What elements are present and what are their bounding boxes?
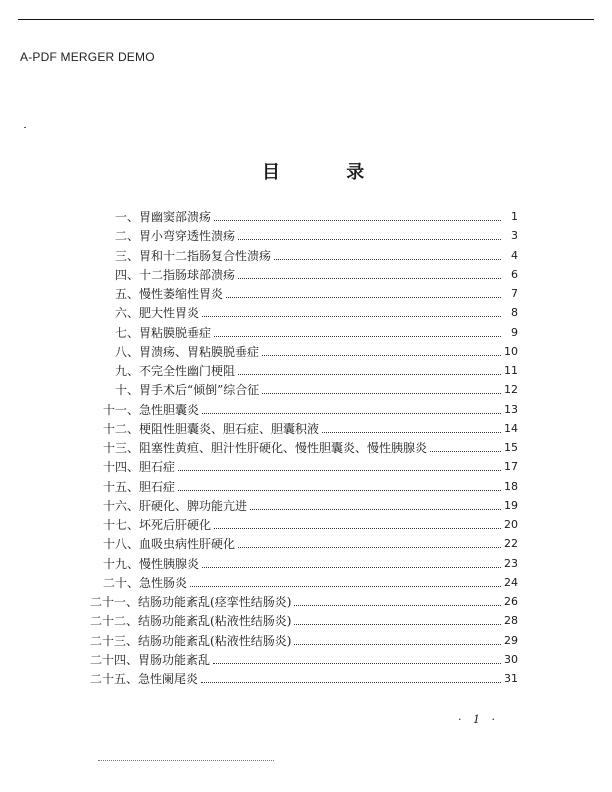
toc-entry-title: 胃肠功能紊乱 [138,652,211,667]
toc-entry [90,628,518,648]
toc-entry-page: 12 [504,383,518,397]
toc-entry [115,377,518,397]
toc-entry-page: 4 [511,248,518,262]
page-number: · 1 · [458,713,499,726]
toc-entry-title: 梗阻性胆囊炎、胆石症、胆囊积液 [139,421,320,436]
toc-entry-page: 22 [504,537,518,551]
toc-entry-page: 3 [511,229,518,243]
toc-leader-dots [238,278,501,279]
toc-leader-dots [294,644,501,645]
toc-entry-title: 急性胆囊炎 [139,402,200,417]
toc-entry-title: 胃和十二指肠复合性溃疡 [139,248,272,263]
toc-entry [103,512,518,532]
page-title: 目 录 [262,162,395,183]
toc-entry-number: 五、 [115,287,140,301]
toc-leader-dots [274,259,501,260]
toc-entry-number: 十四、 [103,460,140,475]
toc-entry-page: 10 [504,344,518,358]
toc-entry-title: 血吸虫病性肝硬化 [139,537,236,552]
toc-entry [103,551,518,571]
toc-leader-dots [178,470,501,471]
toc-entry [103,435,518,455]
toc-entry-number: 十八、 [103,537,140,552]
toc-entry-number: 十六、 [103,498,140,513]
toc-leader-dots [178,490,501,491]
toc-entry-page: 7 [511,287,518,300]
toc-entry-number: 二十二、 [90,614,139,629]
toc-entry-page: 29 [504,633,518,647]
toc-entry [115,262,518,282]
toc-entry-page: 30 [504,652,518,666]
toc-entry-title: 胃粘膜脱垂症 [139,325,212,340]
toc-entry-title: 胃溃疡、胃粘膜脱垂症 [139,344,260,359]
toc-entry-title: 胃手术后“倾倒”综合征 [139,383,260,398]
toc-entry-title: 胃幽窦部溃疡 [139,210,212,224]
toc-entry-page: 1 [511,210,518,223]
toc-entry-page: 13 [504,402,518,416]
toc-entry-page: 26 [504,595,518,608]
toc-leader-dots [430,451,501,452]
toc-entry-page: 9 [511,325,518,339]
toc-entry-number: 二十五、 [90,672,139,686]
toc-leader-dots [202,413,501,414]
toc-entry-number: 十、 [115,383,140,398]
toc-entry-number: 十五、 [103,479,140,494]
toc-entry-title: 慢性萎缩性胃炎 [139,287,224,301]
toc-entry-page: 28 [504,614,518,628]
toc-entry [103,397,518,417]
toc-entry-page: 20 [504,518,518,531]
toc-entry-page: 14 [504,421,518,435]
toc-leader-dots [250,509,501,510]
toc-leader-dots [262,393,501,394]
toc-entry-number: 十三、 [103,441,140,455]
toc-leader-dots [238,374,501,375]
toc-entry [103,570,518,590]
toc-entry-page: 11 [504,364,518,377]
toc-entry [103,454,518,474]
toc-entry-number: 二十一、 [90,595,139,609]
toc-entry-title: 肥大性胃炎 [139,306,200,321]
toc-entry-number: 二十三、 [90,633,139,648]
toc-entry-number: 十一、 [103,402,140,417]
toc-entry-number: 十七、 [103,518,140,532]
toc-entry [103,531,518,551]
toc-entry-title: 结肠功能紊乱(粘液性结肠炎) [138,614,292,629]
toc-entry [103,493,518,513]
toc-entry-page: 18 [504,479,518,493]
toc-entry-page: 23 [504,556,518,570]
toc-entry-title: 胆石症 [139,479,176,494]
toc-leader-dots [322,432,501,433]
toc-entry-page: 6 [511,267,518,281]
toc-entry [115,300,518,320]
toc-leader-dots [238,239,501,240]
toc-entry-title: 阻塞性黄疸、胆汁性肝硬化、慢性胆囊炎、慢性胰腺炎 [139,441,428,455]
toc-entry [115,281,518,301]
toc-entry-number: 八、 [115,344,140,359]
toc-entry-page: 31 [504,672,518,685]
toc-entry [90,608,518,628]
toc-entry-number: 二十四、 [90,652,139,667]
toc-entry [103,416,518,436]
toc-entry-title: 十二指肠球部溃疡 [139,267,236,282]
toc-entry-number: 三、 [115,248,140,263]
toc-entry [115,358,518,378]
toc-entry-title: 肝硬化、脾功能亢进 [139,498,248,513]
toc-entry [115,204,518,224]
scan-speck [24,127,26,128]
toc-leader-dots [214,528,501,529]
toc-leader-dots [214,220,501,221]
toc-leader-dots [294,605,501,606]
toc-leader-dots [238,547,501,548]
toc-leader-dots [190,586,501,587]
toc-entry-number: 一、 [115,210,140,224]
toc-entry-title: 急性肠炎 [139,575,188,590]
toc-entry-number: 六、 [115,306,140,321]
watermark-text: A-PDF MERGER DEMO [20,50,155,64]
toc-leader-dots [262,355,501,356]
toc-entry-title: 结肠功能紊乱(粘液性结肠炎) [138,633,292,648]
toc-entry-title: 胆石症 [139,460,176,475]
toc-entry [115,339,518,359]
toc-entry-page: 8 [511,306,518,320]
toc-leader-dots [294,624,501,625]
toc-entry-title: 慢性胰腺炎 [139,556,200,571]
toc-entry-number: 九、 [115,364,140,378]
toc-leader-dots [214,336,501,337]
toc-entry [90,666,518,686]
toc-entry [103,474,518,494]
toc-entry-page: 24 [504,575,518,589]
toc-entry-title: 结肠功能紊乱(痉挛性结肠炎) [138,595,292,609]
toc-entry-page: 19 [504,498,518,512]
toc-entry-title: 坏死后肝硬化 [139,518,212,532]
toc-entry [115,243,518,263]
toc-leader-dots [202,567,501,568]
toc-leader-dots [202,316,501,317]
header-rule [18,19,594,20]
toc-entry-page: 17 [504,460,518,474]
toc-leader-dots [201,682,501,683]
toc-entry-number: 七、 [115,325,140,340]
toc-entry-page: 15 [504,441,518,454]
toc-entry-title: 急性阑尾炎 [138,672,199,686]
scan-noise-line [98,758,274,761]
toc-entry [115,223,518,243]
toc-entry-number: 二十、 [103,575,140,590]
toc-leader-dots [226,297,501,298]
toc-entry-title: 胃小弯穿透性溃疡 [139,229,236,244]
toc-entry-number: 十二、 [103,421,140,436]
toc-entry [90,647,518,667]
toc-entry [90,589,518,609]
toc-entry-number: 十九、 [103,556,140,571]
toc-entry [115,320,518,340]
toc-entry-number: 四、 [115,267,140,282]
toc-entry-title: 不完全性幽门梗阻 [139,364,236,378]
toc-entry-number: 二、 [115,229,140,244]
toc-leader-dots [213,663,501,664]
